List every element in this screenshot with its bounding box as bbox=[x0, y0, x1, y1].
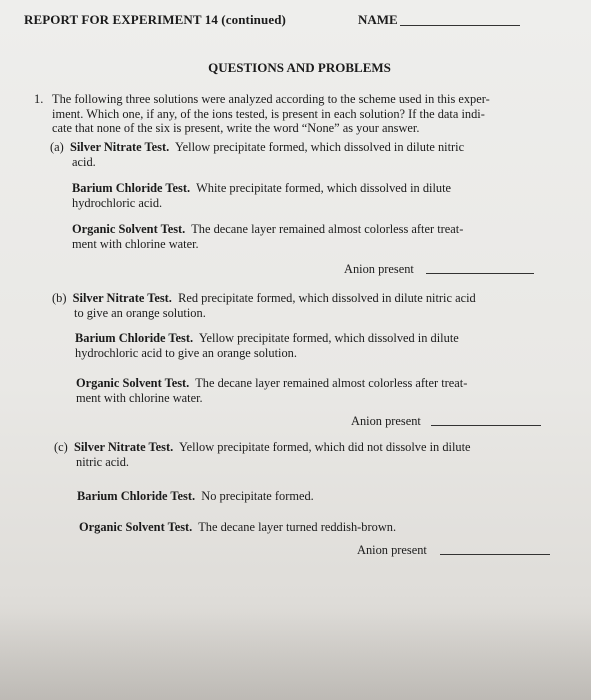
part-c-silver-test bbox=[54, 440, 544, 469]
test-result-continued: to give an orange solution. bbox=[74, 305, 206, 320]
test-result-continued: ment with chlorine water. bbox=[76, 390, 203, 405]
test-result-continued: acid. bbox=[72, 154, 96, 169]
question-line: The following three solutions were analyzed according to the scheme used in this exper- bbox=[52, 92, 490, 106]
part-c-organic-test bbox=[79, 520, 539, 535]
test-label: Silver Nitrate Test. bbox=[69, 140, 170, 154]
name-label: NAME bbox=[358, 12, 398, 27]
test-label: Barium Chloride Test. bbox=[77, 489, 196, 503]
test-result: Yellow precipitate formed, which dissolved in dilute nitric bbox=[174, 140, 465, 154]
part-letter: (b) bbox=[52, 291, 67, 305]
report-header-title: REPORT FOR EXPERIMENT 14 (continued) bbox=[24, 12, 286, 27]
section-title: QUESTIONS AND PROBLEMS bbox=[208, 60, 391, 75]
test-result: The decane layer turned reddish-brown. bbox=[198, 520, 397, 534]
part-b-barium-test bbox=[75, 331, 537, 360]
test-result-continued: ment with chlorine water. bbox=[72, 236, 199, 251]
test-label: Organic Solvent Test. bbox=[76, 376, 190, 390]
test-label: Organic Solvent Test. bbox=[79, 520, 193, 534]
test-result: The decane layer remained almost colorless after treat- bbox=[195, 376, 468, 390]
part-a-silver-test bbox=[50, 140, 530, 169]
question-number: 1. bbox=[34, 92, 44, 106]
test-result-continued: hydrochloric acid. bbox=[72, 195, 163, 210]
test-result: Yellow precipitate formed, which dissolved in dilute bbox=[198, 331, 459, 345]
part-a-answer-line[interactable] bbox=[426, 273, 534, 274]
part-b-anion-label: Anion present bbox=[351, 414, 421, 428]
part-c-anion-label: Anion present bbox=[357, 543, 427, 557]
question-line: cate that none of the six is present, write the word “None” as your answer. bbox=[52, 121, 420, 135]
part-b-organic-test bbox=[76, 376, 540, 405]
test-label: Silver Nitrate Test. bbox=[73, 440, 174, 454]
test-result: Red precipitate formed, which dissolved in dilute nitric acid bbox=[178, 291, 476, 305]
name-blank-line bbox=[400, 25, 520, 26]
part-a-anion-label: Anion present bbox=[344, 262, 414, 276]
part-a-organic-test bbox=[72, 222, 534, 251]
question-line: iment. Which one, if any, of the ions tested, is present in each solution? If the data indi- bbox=[52, 106, 485, 121]
test-label: Barium Chloride Test. bbox=[75, 331, 194, 345]
test-result: White precipitate formed, which dissolved in dilute bbox=[196, 181, 452, 195]
test-result: Yellow precipitate formed, which did not dissolve in dilute bbox=[178, 440, 471, 454]
part-b-silver-test bbox=[52, 291, 538, 320]
part-a-barium-test bbox=[72, 181, 532, 210]
test-result-continued: hydrochloric acid to give an orange solution. bbox=[75, 345, 297, 360]
test-label: Barium Chloride Test. bbox=[72, 181, 191, 195]
test-label: Organic Solvent Test. bbox=[72, 222, 186, 236]
question-text bbox=[52, 92, 534, 136]
part-c-barium-test bbox=[77, 489, 537, 504]
test-result-continued: nitric acid. bbox=[76, 454, 129, 469]
test-label: Silver Nitrate Test. bbox=[72, 291, 172, 305]
part-letter: (c) bbox=[54, 440, 68, 454]
part-b-answer-line[interactable] bbox=[431, 425, 541, 426]
test-result: The decane layer remained almost colorless after treat- bbox=[191, 222, 464, 236]
page-shadow bbox=[0, 610, 591, 700]
part-letter: (a) bbox=[50, 140, 64, 154]
test-result: No precipitate formed. bbox=[201, 489, 314, 503]
part-c-answer-line[interactable] bbox=[440, 554, 550, 555]
